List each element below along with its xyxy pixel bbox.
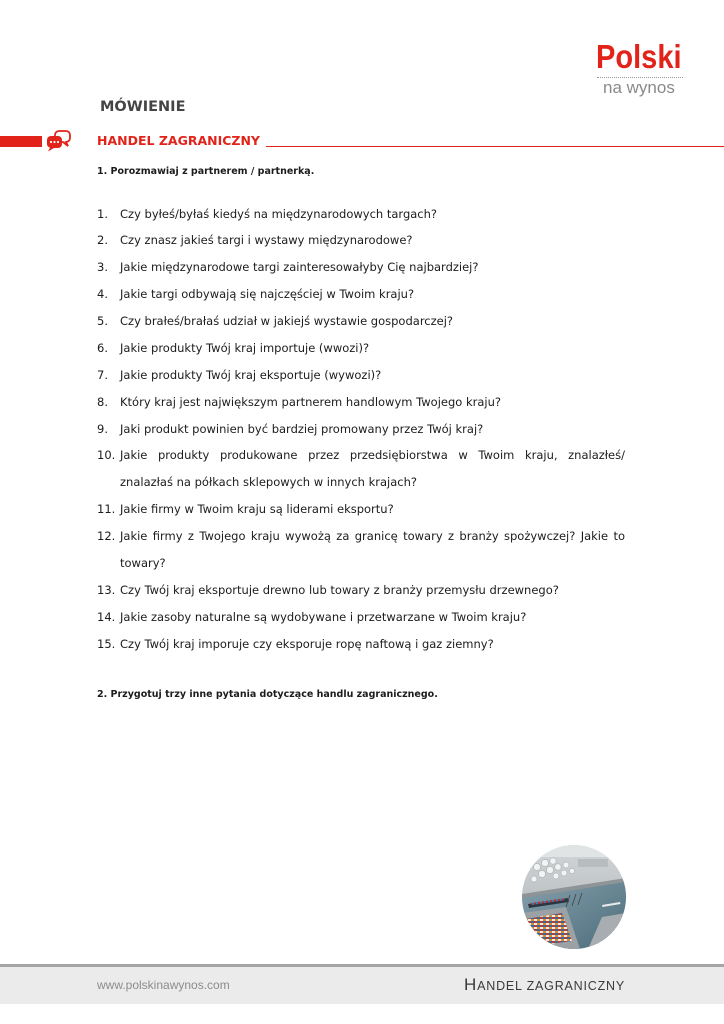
question-line: Jakie firmy w Twoim kraju są liderami eksportu? xyxy=(120,502,394,517)
question-text xyxy=(120,201,625,228)
storage-tank xyxy=(563,862,569,868)
question-number: 4. xyxy=(97,287,108,302)
question-line: Czy byłeś/byłaś kiedyś na międzynarodowych targach? xyxy=(120,206,438,221)
question-number: 7. xyxy=(97,367,108,382)
question-line: towary? xyxy=(120,555,166,570)
storage-tank xyxy=(553,873,559,879)
question-text xyxy=(120,442,625,496)
exercise-1-instruction: 1. Porozmawiaj z partnerem / partnerką. xyxy=(97,166,315,177)
question-item xyxy=(97,604,625,631)
question-item xyxy=(97,523,625,577)
question-text xyxy=(120,227,625,254)
footer-title: HANDEL ZAGRANICZNY xyxy=(464,975,625,994)
storage-tank xyxy=(561,870,567,876)
question-number: 10. xyxy=(97,448,116,463)
question-item xyxy=(97,389,625,416)
storage-tank xyxy=(534,864,541,871)
question-line: znalazłaś na półkach sklepowych w innych krajach? xyxy=(120,475,418,490)
question-number: 9. xyxy=(97,421,108,436)
question-text xyxy=(120,496,625,523)
question-number: 8. xyxy=(97,394,108,409)
question-text xyxy=(120,254,625,281)
question-number: 11. xyxy=(97,502,116,517)
section-heading: MÓWIENIE xyxy=(100,99,186,115)
question-text xyxy=(120,335,625,362)
question-number: 5. xyxy=(97,314,108,328)
question-item xyxy=(97,442,625,496)
footer-website-link[interactable]: www.polskinawynos.com xyxy=(97,978,230,992)
question-text xyxy=(120,604,625,631)
question-item xyxy=(97,496,625,523)
question-text xyxy=(120,308,625,335)
question-number: 13. xyxy=(97,582,116,597)
question-number: 6. xyxy=(97,340,108,355)
question-line: Czy Twój kraj imporuje czy eksporuje ropę naftową i gaz ziemny? xyxy=(120,636,494,651)
question-item xyxy=(97,308,625,335)
topic-title: HANDEL ZAGRANICZNY xyxy=(97,133,260,148)
question-item xyxy=(97,631,625,658)
question-list xyxy=(97,201,625,658)
question-text xyxy=(120,389,625,416)
storage-tank xyxy=(542,860,549,867)
question-item xyxy=(97,577,625,604)
question-text xyxy=(120,362,625,389)
question-number: 2. xyxy=(97,233,108,248)
topic-accent-bar xyxy=(0,136,42,147)
question-item xyxy=(97,281,625,308)
question-number: 1. xyxy=(97,206,108,221)
question-text xyxy=(120,416,625,443)
storage-tank xyxy=(555,864,561,870)
question-number: 12. xyxy=(97,529,116,543)
logo-tagline: na wynos xyxy=(603,78,675,97)
question-line: Czy brałeś/brałaś udział w jakiejś wystawie gospodarczej? xyxy=(120,314,454,328)
question-item xyxy=(97,227,625,254)
question-line: Który kraj jest największym partnerem handlowym Twojego kraju? xyxy=(120,394,501,409)
question-item xyxy=(97,362,625,389)
question-number: 15. xyxy=(97,636,116,651)
question-line: Jakie międzynarodowe targi zainteresowałyby Cię najbardziej? xyxy=(120,260,479,275)
question-line: Jaki produkt powinien być bardziej promowany przez Twój kraj? xyxy=(120,421,484,436)
question-line: Jakie firmy z Twojego kraju wywożą za granicę towary z branży spożywczej? Jakie to xyxy=(120,529,625,543)
speech-bubbles-icon xyxy=(46,130,71,152)
question-number: 14. xyxy=(97,609,116,624)
question-line: Czy Twój kraj eksportuje drewno lub towary z branży przemysłu drzewnego? xyxy=(120,582,559,597)
question-text xyxy=(120,523,625,577)
question-text xyxy=(120,631,625,658)
bubble-dot xyxy=(53,141,55,143)
logo-brand: Polski xyxy=(596,37,682,75)
question-number: 3. xyxy=(97,260,108,275)
photo-haze xyxy=(522,845,626,857)
harbor-photo xyxy=(522,845,626,949)
exercise-2-instruction: 2. Przygotuj trzy inne pytania dotyczące handlu zagranicznego. xyxy=(97,689,438,700)
question-line: Jakie produkty Twój kraj eksportuje (wywozi)? xyxy=(120,367,382,382)
question-text xyxy=(120,577,625,604)
question-line: Jakie produkty Twój kraj importuje (wwozi)? xyxy=(120,340,370,355)
photo-content xyxy=(522,845,626,949)
question-item xyxy=(97,254,625,281)
question-item xyxy=(97,201,625,228)
question-line: Czy znasz jakieś targi i wystawy międzynarodowe? xyxy=(120,233,413,248)
storage-tank xyxy=(569,868,574,873)
storage-tank xyxy=(550,858,556,864)
storage-tank xyxy=(531,876,537,882)
bubble-dot xyxy=(57,141,59,143)
bubble-dot xyxy=(50,141,52,143)
storage-tank xyxy=(547,867,554,874)
topic-underline xyxy=(266,146,724,148)
question-line: Jakie zasoby naturalne są wydobywane i przetwarzane w Twoim kraju? xyxy=(120,609,527,624)
front-bubble-shape xyxy=(47,136,62,152)
question-line: Jakie produkty produkowane przez przedsiębiorstwa w Twoim kraju, znalazłeś/ xyxy=(120,448,625,463)
question-item xyxy=(97,335,625,362)
question-item xyxy=(97,416,625,443)
question-text xyxy=(120,281,625,308)
question-line: Jakie targi odbywają się najczęściej w Twoim kraju? xyxy=(120,287,415,302)
storage-tank xyxy=(539,871,546,878)
photo-warehouse xyxy=(578,859,608,867)
